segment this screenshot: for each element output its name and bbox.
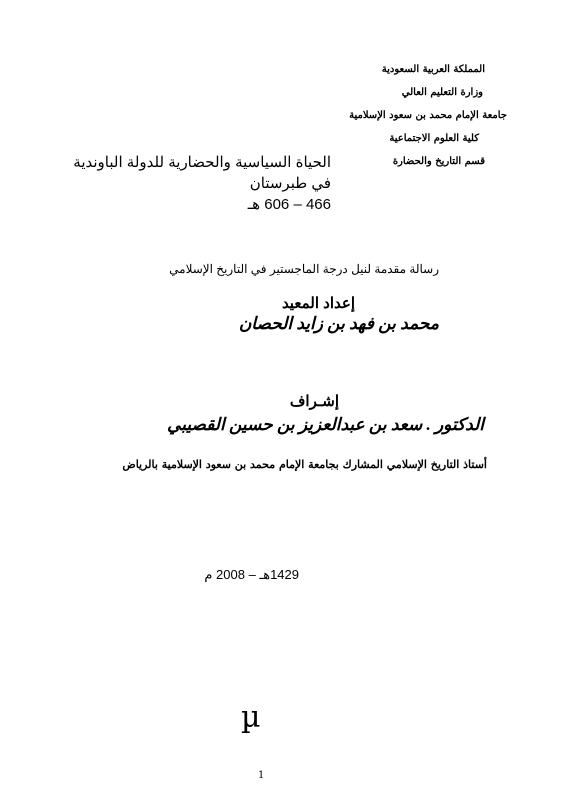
thesis-title-line2: في طبرستان [249, 175, 331, 192]
header-college: كلية العلوم الاجتماعية [389, 133, 479, 144]
decorative-symbol: µ [241, 700, 261, 735]
supervisor-name: الدكتور . سعد بن عبدالعزيز بن حسين القصيبي [167, 415, 484, 434]
page-number: 1 [258, 770, 265, 781]
header-ministry: وزارة التعليم العالي [401, 87, 483, 98]
thesis-date: 1429هـ – 2008 م [204, 567, 299, 582]
thesis-title-years: 466 – 606 هـ [247, 196, 331, 213]
supervision-label: إشـراف [289, 393, 339, 410]
prepared-by-label: إعداد المعيد [281, 295, 355, 312]
supervisor-position: أستاذ التاريخ الإسلامي المشارك بجامعة الإمام محمد بن سعود الإسلامية بالرياض [122, 458, 487, 471]
author-name: محمد بن فهد بن زايد الحصان [238, 314, 439, 333]
thesis-subtitle: رسالة مقدمة لنيل درجة الماجستير في التاريخ الإسلامي [169, 262, 439, 276]
header-kingdom: المملكة العربية السعودية [381, 64, 485, 75]
header-department: قسم التاريخ والحضارة [392, 156, 485, 167]
header-university: جامعة الإمام محمد بن سعود الإسلامية [349, 110, 507, 121]
thesis-title-line1: الحياة السياسية والحضارية للدولة الباوندية [73, 154, 331, 171]
